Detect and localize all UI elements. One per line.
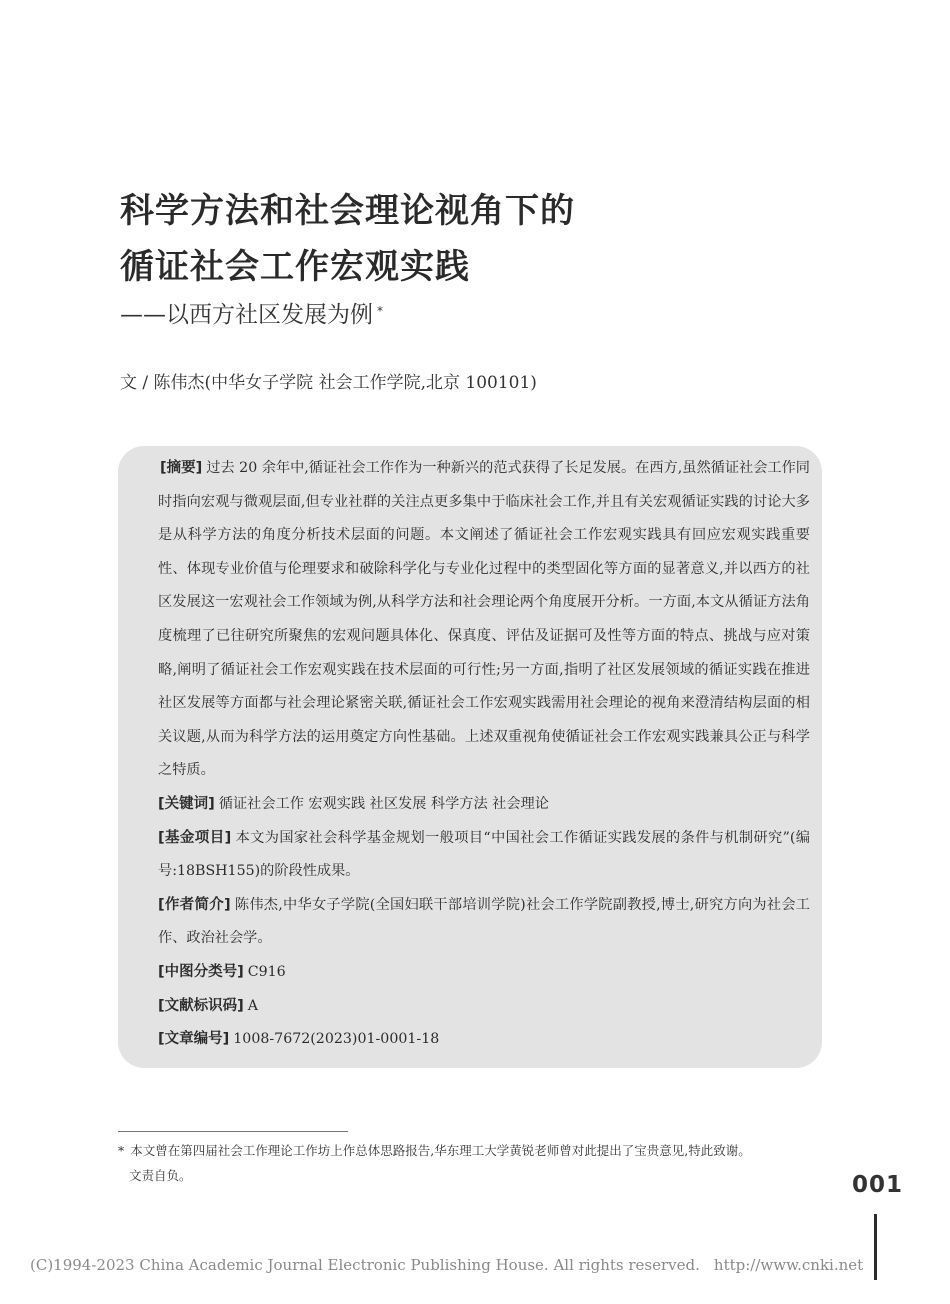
subtitle-footnote-mark: * [377, 304, 383, 318]
footnote [118, 1138, 838, 1188]
fund-section [158, 822, 810, 889]
doc-code-section [158, 990, 810, 1024]
abstract-label: [摘要] [160, 460, 203, 476]
keywords-text: 循证社会工作 宏观实践 社区发展 科学方法 社会理论 [218, 795, 549, 812]
article-number-value: 1008-7672(2023)01-0001-18 [233, 1031, 440, 1048]
footnote-line-1: 本文曾在第四届社会工作理论工作坊上作总体思路报告,华东理工大学黄锐老师曾对此提出了宝贵意见,特此致谢。 [130, 1143, 751, 1158]
clc-label: [中图分类号] [158, 963, 244, 980]
article-number-label: [文章编号] [158, 1031, 230, 1048]
abstract-text: 过去 20 余年中,循证社会工作作为一种新兴的范式获得了长足发展。在西方,虽然循证社会工作同时指向宏观与微观层面,但专业社群的关注点更多集中于临床社会工作,并且有关宏观循证实践的讨论大多是从科学方法的角度分析技术层面的问题。本文阐述了循证社会工作宏观实践具有回应宏观实践重要性、体现专业价值与伦理要求和破除科学化与专业化过程中的类型固化等方面的显著意义,并以西方的社区发展这一宏观社会工作领域为例,从科学方法和社会理论两个角度展开分析。一方面,本文从循证方法角度梳理了已往研究所聚焦的宏观问题具体化、保真度、评估及证据可及性等方面的特点、挑战与应对策略,阐明了循证社会工作宏观实践在技术层面的可行性;另一方面,指明了社区发展领域的循证实践在推进社区发展等方面都与社会理论紧密关联,循证社会工作宏观实践需用社会理论的视角来澄清结构层面的相关议题,从而为科学方法的运用奠定方向性基础。上述双重视角使循证社会工作宏观实践兼具公正与科学之特质。 [158, 460, 810, 779]
clc-value: C916 [247, 963, 286, 980]
copyright-text: (C)1994-2023 China Academic Journal Electronic Publishing House. All rights reserved. [30, 1256, 700, 1274]
keywords-label: [关键词] [158, 795, 215, 812]
subtitle-text: ——以西方社区发展为例 [120, 302, 373, 328]
abstract-panel [118, 446, 822, 1068]
copyright-notice [30, 1256, 863, 1274]
abstract-section [158, 452, 810, 788]
clc-section [158, 956, 810, 990]
author-byline: 文 / 陈伟杰(中华女子学院 社会工作学院,北京 100101) [120, 373, 537, 393]
doc-code-label: [文献标识码] [158, 997, 244, 1014]
article-title-line-1: 科学方法和社会理论视角下的 [120, 191, 575, 231]
article-number-section [158, 1023, 810, 1057]
page-number: 001 [852, 1172, 904, 1198]
author-info-text: 陈伟杰,中华女子学院(全国妇联干部培训学院)社会工作学院副教授,博士,研究方向为社会工作、政治社会学。 [158, 896, 810, 947]
copyright-url[interactable]: http://www.cnki.net [713, 1256, 864, 1274]
fund-text: 本文为国家社会科学基金规划一般项目“中国社会工作循证实践发展的条件与机制研究”(编号:18BSH155)的阶段性成果。 [158, 829, 810, 880]
footnote-line-2: 文责自负。 [129, 1168, 192, 1183]
keywords-section [158, 788, 810, 822]
article-title-line-2: 循证社会工作宏观实践 [120, 247, 470, 287]
footnote-mark: * [118, 1143, 125, 1158]
author-info-section [158, 889, 810, 956]
doc-code-value: A [247, 997, 259, 1014]
footnote-divider [118, 1131, 348, 1132]
article-subtitle [120, 298, 383, 332]
author-info-label: [作者简介] [158, 896, 231, 913]
article-title [120, 183, 820, 295]
fund-label: [基金项目] [158, 829, 232, 846]
page-number-bar [874, 1214, 877, 1280]
